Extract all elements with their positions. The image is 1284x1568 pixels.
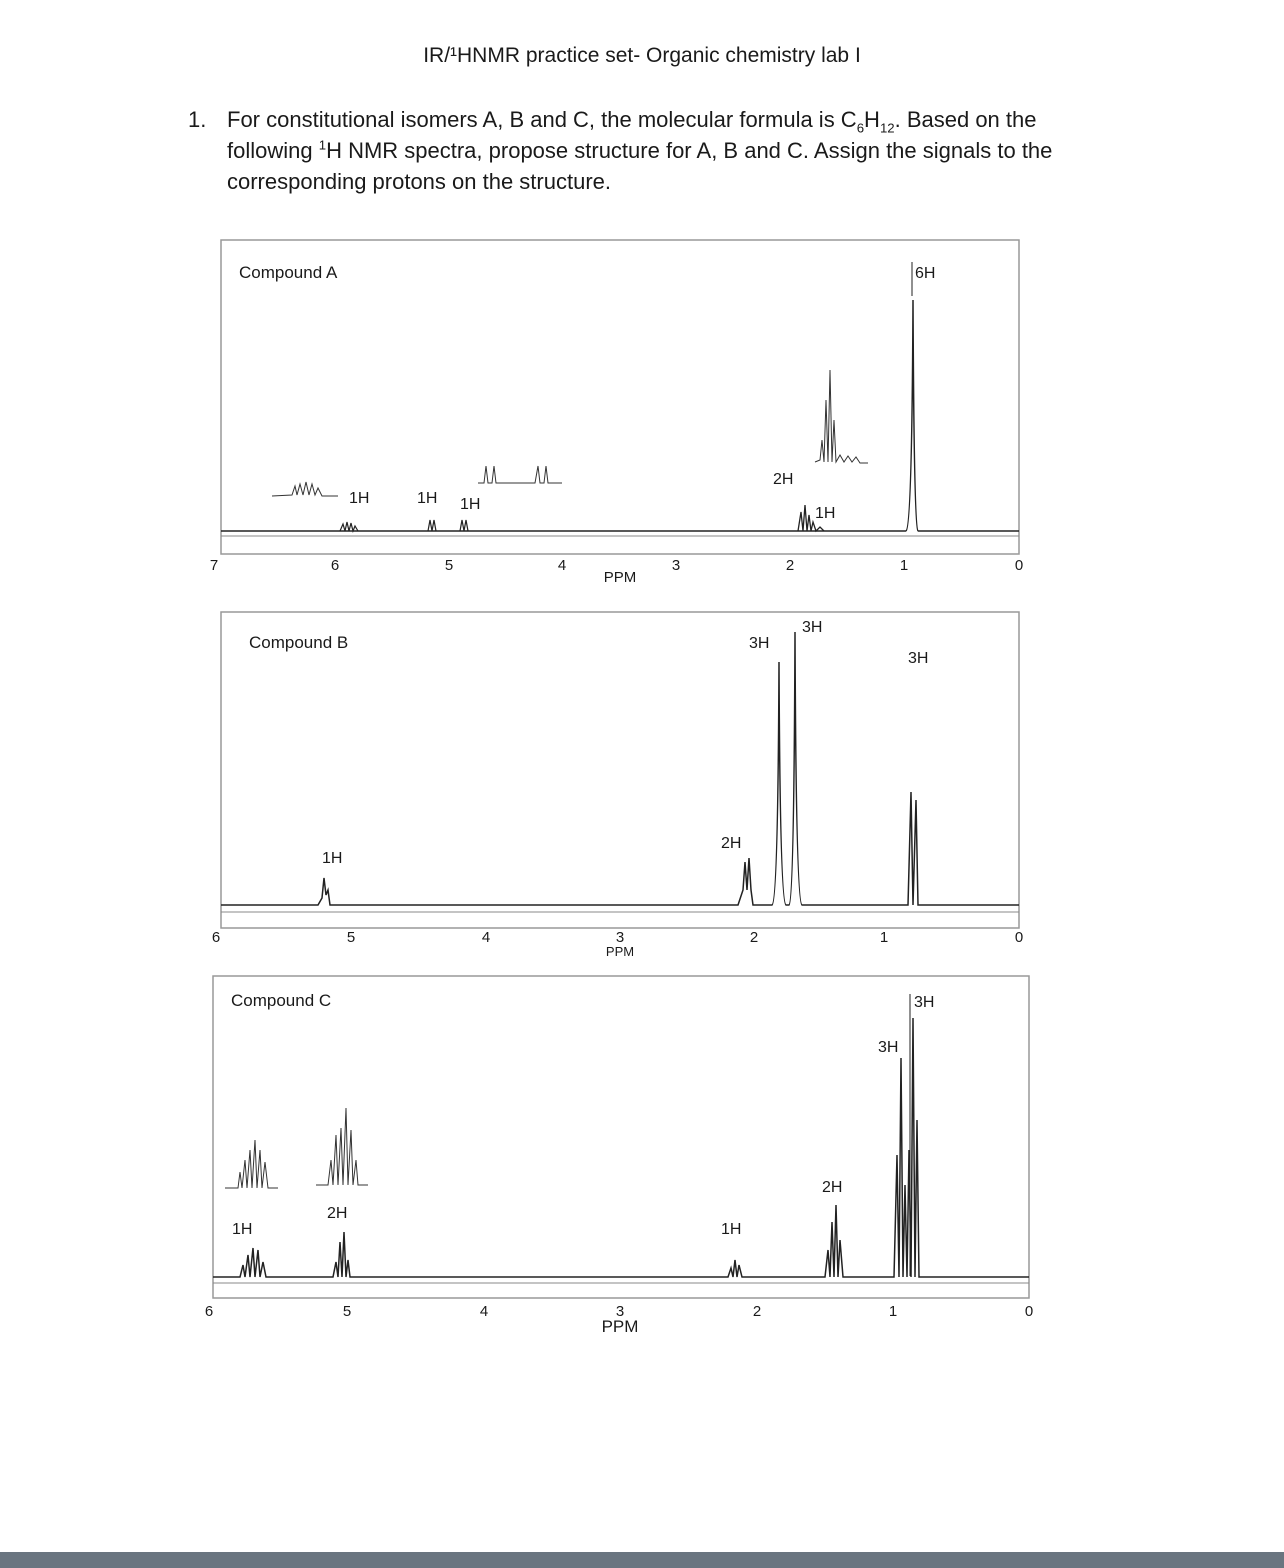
axis-tick: 2 xyxy=(752,1303,762,1320)
superscript-1: 1 xyxy=(318,137,327,153)
inset-expansion xyxy=(815,370,868,463)
integration-label: 3H xyxy=(802,619,823,636)
subscript-6: 6 xyxy=(856,120,865,136)
axis-tick: 7 xyxy=(209,557,219,574)
axis-label: PPM xyxy=(605,944,635,959)
axis-tick: 1 xyxy=(879,929,889,946)
inset-expansion xyxy=(272,482,338,496)
peak-1h-vinyl xyxy=(340,522,358,531)
integration-label: 2H xyxy=(721,835,742,852)
axis-tick: 0 xyxy=(1014,929,1024,946)
integration-label: 3H xyxy=(914,994,935,1011)
spectrum-frame xyxy=(221,612,1019,928)
compound-label: Compound B xyxy=(249,633,349,652)
integration-label: 1H xyxy=(322,850,343,867)
spectrum-compound-b xyxy=(0,600,1284,960)
axis-tick: 5 xyxy=(342,1303,352,1320)
axis-tick: 6 xyxy=(204,1303,214,1320)
integration-label: 1H xyxy=(721,1221,742,1238)
inset-expansion xyxy=(316,1108,368,1185)
axis-label: PPM xyxy=(601,1317,639,1336)
spectrum-compound-c xyxy=(0,965,1284,1340)
integration-label: 3H xyxy=(908,650,929,667)
page-title: IR/¹HNMR practice set- Organic chemistry lab I xyxy=(423,44,861,67)
axis-tick: 5 xyxy=(346,929,356,946)
question-text-part: H xyxy=(864,107,880,132)
integration-label: 3H xyxy=(749,635,770,652)
spectrum-compound-a xyxy=(0,230,1284,590)
integration-label: 6H xyxy=(915,265,936,282)
inset-expansion xyxy=(225,1140,278,1188)
question-number: 1. xyxy=(188,107,207,132)
inset-expansion xyxy=(478,466,562,483)
integration-label: 1H xyxy=(815,505,836,522)
axis-tick: 5 xyxy=(444,557,454,574)
compound-label: Compound C xyxy=(231,991,332,1010)
integration-label: 1H xyxy=(460,496,481,513)
bottom-bar xyxy=(0,1552,1284,1568)
axis-tick: 2 xyxy=(785,557,795,574)
axis-tick: 6 xyxy=(330,557,340,574)
axis-tick: 2 xyxy=(749,929,759,946)
question-text-part: H NMR spectra, propose structure for A, B and C. Assign the signals to the corresponding protons on the structure. xyxy=(227,138,1053,194)
axis-tick: 0 xyxy=(1014,557,1024,574)
integration-label: 2H xyxy=(327,1205,348,1222)
axis-label: PPM xyxy=(603,569,637,586)
integration-label: 3H xyxy=(878,1039,899,1056)
axis-tick: 3 xyxy=(671,557,681,574)
integration-label: 1H xyxy=(232,1221,253,1238)
axis-tick: 4 xyxy=(479,1303,489,1320)
peak-6h xyxy=(906,300,918,531)
peak-1h xyxy=(460,520,468,531)
question-text-part: For constitutional isomers A, B and C, the molecular formula is C xyxy=(227,107,857,132)
integration-label: 2H xyxy=(822,1179,843,1196)
axis-tick: 4 xyxy=(481,929,491,946)
integration-label: 1H xyxy=(417,490,438,507)
axis-tick: 1 xyxy=(888,1303,898,1320)
subscript-12: 12 xyxy=(879,120,895,136)
axis-tick: 4 xyxy=(557,557,567,574)
axis-tick: 3 xyxy=(615,1303,625,1320)
peak-1h xyxy=(428,520,436,531)
question-text-part: . Based on the following xyxy=(227,107,1037,163)
axis-tick: 6 xyxy=(211,929,221,946)
axis-tick: 1 xyxy=(899,557,909,574)
spectrum-frame xyxy=(221,240,1019,554)
question-text xyxy=(227,104,1127,197)
axis-tick: 3 xyxy=(615,929,625,946)
integration-label: 1H xyxy=(349,490,370,507)
axis-tick: 0 xyxy=(1024,1303,1034,1320)
integration-label: 2H xyxy=(773,471,794,488)
compound-label: Compound A xyxy=(239,263,338,282)
